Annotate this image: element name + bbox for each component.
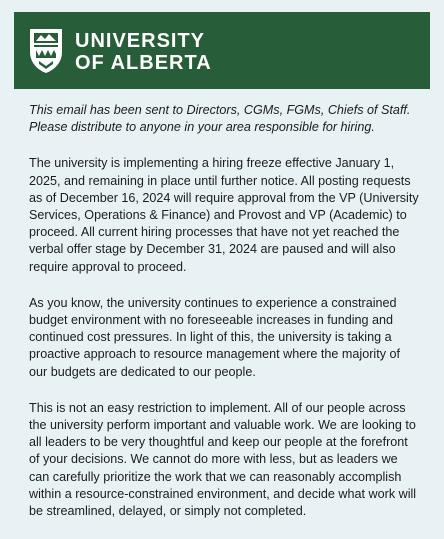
- leadership-paragraph: This is not an easy restriction to implement. All of our people across the university perform important and valuable work. We are looking to all leaders to be very thoughtful and keep our people at the forefront of your decisions. We cannot do more with less, but as leaders we can carefully prioritize the work that we can reasonably accomplish within a resource-constrained environment, and decide what work will be streamlined, delayed, or simply not completed.: [29, 400, 417, 519]
- university-wordmark: [75, 30, 212, 74]
- wordmark-line-2: OF ALBERTA: [75, 52, 212, 74]
- distribution-note: This email has been sent to Directors, CGMs, FGMs, Chiefs of Staff. Please distribute to anyone in your area responsible for hiring.: [29, 103, 411, 135]
- budget-paragraph: As you know, the university continues to experience a constrained budget environment with no foreseeable increases in funding and continued cost pressures. In light of this, the university is taking a proactive approach to resource management where the majority of our budgets are dedicated to our people.: [29, 295, 401, 379]
- university-crest-icon: [28, 26, 64, 74]
- message-content: [29, 102, 421, 539]
- hiring-freeze-paragraph: The university is implementing a hiring freeze effective January 1, 2025, and remaining in place until further notice. All posting requests as of December 16, 2024 will require approval from the VP (University Services, Operations & Finance) and Provost and VP (Academic) to proceed. All current hiring processes that have not yet reached the verbal offer stage by December 31, 2024 are paused and will also require approval to proceed.: [29, 156, 419, 274]
- wordmark-line-1: UNIVERSITY: [75, 30, 206, 52]
- university-banner: [14, 12, 430, 89]
